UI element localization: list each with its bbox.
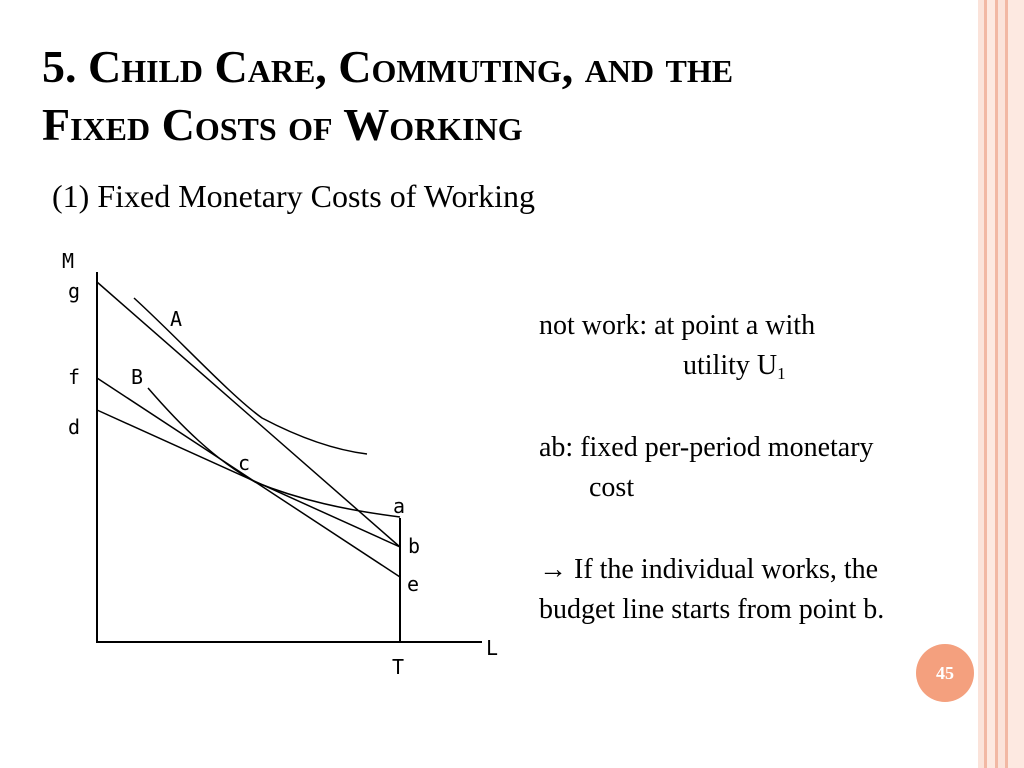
budget-constraint-diagram (0, 0, 520, 700)
y-axis-label: M (62, 249, 75, 273)
x-tick-label-T: T (392, 655, 405, 679)
explanation-notes (539, 306, 979, 630)
note-fixed-cost-cont: cost (589, 472, 635, 503)
intercept-label-g: g (68, 279, 81, 303)
note-utility-text: utility U (683, 350, 778, 381)
note-utility-subscript: 1 (777, 364, 786, 383)
slide-subtitle: (1) Fixed Monetary Costs of Working (52, 178, 536, 214)
indifference-curve-B (148, 388, 400, 517)
curve-label-A: A (170, 307, 183, 331)
intercept-label-f: f (68, 365, 81, 389)
curve-label-B: B (131, 365, 144, 389)
note-if-works: → If the individual works, the (539, 554, 879, 585)
budget-line-g (97, 282, 400, 547)
intercept-label-d: d (68, 415, 81, 439)
indifference-curve-A (134, 298, 367, 454)
title-line-1: 5. Child Care, Commuting, and the (42, 41, 734, 92)
page-number-badge: 45 (916, 644, 974, 702)
x-axis-label: L (486, 636, 499, 660)
note-fixed-cost: ab: fixed per-period monetary (539, 432, 874, 463)
point-label-e: e (407, 572, 420, 596)
point-label-b: b (408, 534, 421, 558)
point-label-c: c (238, 451, 251, 475)
title-line-2: Fixed Costs of Working (42, 99, 523, 150)
note-budget-line: budget line starts from point b. (539, 594, 885, 625)
point-label-a: a (393, 494, 406, 518)
decorative-right-border (978, 0, 1024, 768)
note-not-work: not work: at point a with (539, 310, 816, 341)
note-utility (539, 346, 979, 386)
